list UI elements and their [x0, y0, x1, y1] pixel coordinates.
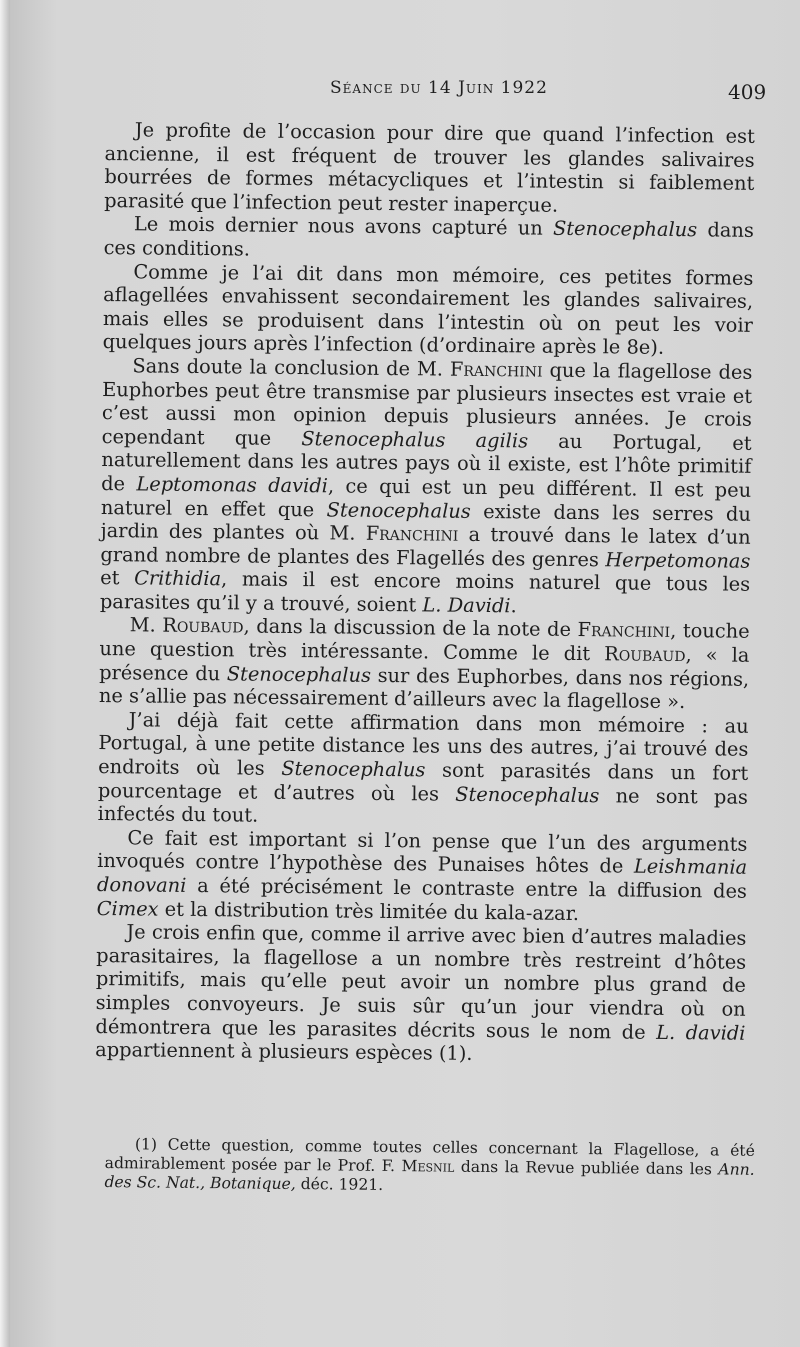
- species-name: Stenocephalus: [326, 497, 471, 523]
- page-number: 409: [728, 80, 767, 104]
- paragraph-3: [103, 260, 754, 361]
- body-text: [95, 118, 755, 1069]
- text-run: , ce qui est un peu différent. Il est peu naturel en effet que: [100, 474, 752, 521]
- species-name: Stenocephalus agilis: [301, 426, 529, 453]
- author-name: Roubaud: [162, 614, 244, 638]
- text-run: dans la Revue publiée dans les: [454, 1157, 719, 1179]
- paragraph-6: [98, 708, 749, 833]
- author-name: Franchini: [365, 521, 459, 546]
- text-run: existe dans les serres du jardin des plantes où M.: [100, 499, 752, 545]
- paragraph-1-text: Je profite de l’occasion pour dire que quand l’infection est ancienne, il est fréquent de trouver les glandes salivaires bourrées de formes métacycliques et l’intestin si faiblement parasité que l’infection peut rester inaperçue.: [104, 118, 755, 217]
- text-run: a trouvé dans le latex d’un grand nombre de plantes des Flagellés des genres: [100, 522, 751, 571]
- text-run: .: [510, 594, 517, 618]
- paragraph-7: [97, 826, 748, 927]
- text-run: sont parasités dans un fort pourcentage et d’autres où les: [97, 758, 749, 806]
- paragraph-3-text: Comme je l’ai dit dans mon mémoire, ces petites formes aflagellées envahissent secondairement les glandes salivaires, mais elles se produisent dans l’intestin où on peut les voir quelques jours après l’infection (d’ordinaire après le 8e).: [102, 259, 754, 360]
- text-run: ne sont pas infectés du tout.: [97, 783, 749, 827]
- text-run: , touche une question très intéressante. Comme le dit: [99, 619, 750, 666]
- text-run: sur des Euphorbes, dans nos régions, ne s’allie pas nécessairement d’ailleurs avec la flagellose ».: [98, 663, 750, 714]
- species-name: Stenocephalus: [226, 661, 372, 687]
- text-run: Ce fait est important si l’on pense que l’un des arguments invoqués contre l’hypothèse des Punaises hôtes de: [97, 826, 748, 878]
- footnote-1: [104, 1135, 755, 1199]
- species-name: L. davidi: [656, 1020, 746, 1045]
- text-run: et: [100, 566, 135, 590]
- paragraph-2: [104, 212, 754, 266]
- running-head: Séance du 14 Juin 1922: [330, 78, 548, 98]
- text-run: et la distribution très limitée du kala-azar.: [158, 897, 580, 925]
- text-run: (1) Cette question, comme toutes celles concernant la Flagellose, a été admirablement posée par le Prof. F.: [104, 1135, 755, 1176]
- text-run: , dans la discussion de la note de: [243, 614, 578, 642]
- author-name: Roubaud: [604, 642, 686, 667]
- species-name: Herpetomonas: [605, 547, 751, 573]
- journal-name: Ann. des Sc. Nat., Botanique,: [104, 1160, 755, 1193]
- species-name: Leptomonas davidi: [136, 472, 329, 498]
- text-run: appartiennent à plusieurs espèces (1).: [95, 1038, 473, 1066]
- paragraph-1: [104, 118, 755, 219]
- paragraph-4: [100, 354, 753, 620]
- page-header: [10, 72, 800, 112]
- text-run: M.: [129, 613, 163, 638]
- text-run: Le mois dernier nous avons capturé un: [133, 212, 554, 241]
- text-run: Sans doute la conclusion de M.: [132, 354, 451, 381]
- paragraph-8: [95, 920, 746, 1068]
- species-name: Leishmania donovani: [96, 854, 748, 897]
- footnote: [104, 1135, 755, 1199]
- text-run: a été précisément le contraste entre la diffusion des: [186, 873, 748, 903]
- species-name: Crithidia: [134, 566, 222, 591]
- scanned-page: [10, 0, 800, 1347]
- paragraph-5: [99, 613, 750, 714]
- text-run: , mais il est encore moins naturel que tous les parasites qu’il y a trouvé, soient: [99, 567, 751, 617]
- species-name: Stenocephalus: [552, 217, 698, 242]
- page-edge-shadow: [0, 0, 10, 1347]
- text-run: dans ces conditions.: [103, 218, 754, 261]
- species-name: L. Davidi: [422, 593, 511, 618]
- species-name: Stenocephalus: [455, 782, 600, 807]
- text-run: Je crois enfin que, comme il arrive avec bien d’autres maladies parasitaires, la flagellose a un nombre très restreint d’hôtes primitifs, mais qu’elle peut avoir un nombre plus grand de simples convoyeurs. Je suis sûr qu’un jour viendra où on démontrera que les parasites décrits sous le nom de: [95, 920, 747, 1044]
- text-run: que la flagellose des Euphorbes peut être transmise par plusieurs insectes est vraie et c’est aussi mon opinion depuis plusieurs années. Je crois cependant que: [101, 358, 753, 450]
- author-name: Mesnil: [401, 1157, 455, 1176]
- species-name: Cimex: [96, 896, 159, 921]
- text-run: déc. 1921.: [295, 1175, 384, 1194]
- author-name: Franchini: [449, 357, 543, 382]
- text-run: J’ai déjà fait cette affirmation dans mon mémoire : au Portugal, à une petite distance les uns des autres, j’ai trouvé des endroits où les: [98, 708, 749, 780]
- text-run: au Portugal, et naturellement dans les autres pays où il existe, est l’hôte primitif de: [101, 429, 752, 496]
- text-run: , « la présence du: [99, 643, 750, 685]
- author-name: Franchini: [577, 618, 671, 643]
- species-name: Stenocephalus: [281, 756, 426, 782]
